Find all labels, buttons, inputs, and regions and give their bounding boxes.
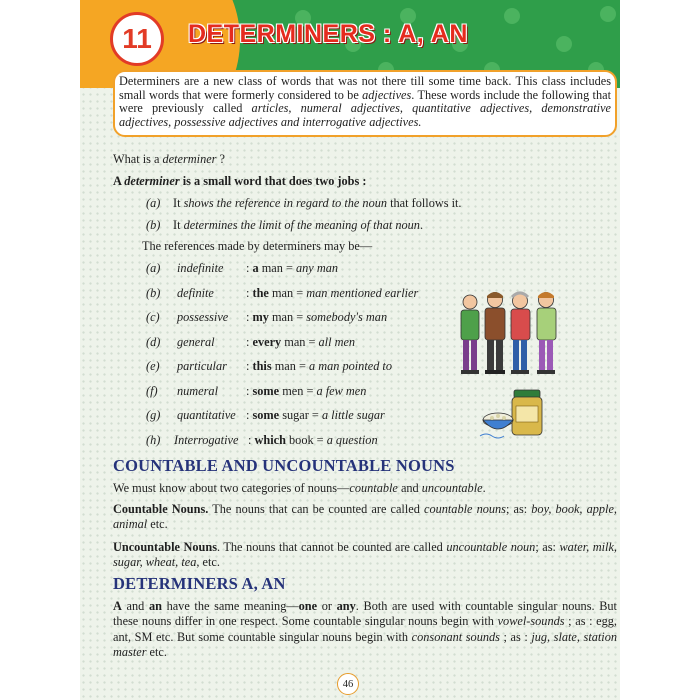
- reference-example: : which book = a question: [248, 432, 378, 447]
- chapter-title: DETERMINERS : A, AN: [188, 20, 468, 48]
- reference-type: quantitative: [177, 408, 236, 422]
- chapter-number-badge: 11: [110, 12, 164, 66]
- reference-marker: (e): [146, 359, 160, 373]
- reference-type: numeral: [177, 383, 218, 398]
- reference-example: : every man = all men: [246, 334, 356, 349]
- reference-example: : some sugar = a little sugar: [246, 408, 385, 422]
- reference-type: definite: [177, 285, 214, 300]
- references-intro: The references made by determiners may be—: [142, 239, 373, 253]
- job-item: (b) It determines the limit of the meaning of that noun.: [146, 218, 424, 232]
- countable-intro: We must know about two categories of nouns—countable and uncountable.: [113, 481, 486, 495]
- textbook-page: [80, 0, 620, 700]
- reference-example: : this man = a man pointed to: [246, 359, 392, 373]
- page-number: 46: [337, 673, 359, 695]
- section-heading-determiners: DETERMINERS A, AN: [113, 574, 286, 593]
- reference-example: : the man = man mentioned earlier: [246, 285, 419, 300]
- reference-marker: (g): [146, 408, 161, 422]
- reference-marker: (a): [146, 261, 161, 275]
- reference-marker: (d): [146, 334, 161, 349]
- reference-example: : my man = somebody's man: [246, 310, 388, 324]
- reference-type: general: [177, 334, 215, 349]
- reference-type: indefinite: [177, 261, 224, 275]
- countable-definition: Countable Nouns. The nouns that can be counted are called countable nouns; as: boy, book, apple, animal etc.: [113, 502, 617, 532]
- reference-type: particular: [177, 359, 227, 373]
- job-item: (a) It shows the reference in regard to the noun that follows it.: [146, 196, 462, 210]
- reference-example: : some men = a few men: [246, 383, 367, 398]
- uncountable-definition: Uncountable Nouns. The nouns that cannot be counted are called uncountable noun; as: water, milk, sugar, wheat, tea, etc.: [113, 540, 617, 570]
- reference-example: : a man = any man: [246, 261, 339, 275]
- reference-row: [113, 384, 533, 400]
- section-heading-countable: COUNTABLE AND UNCOUNTABLE NOUNS: [113, 456, 455, 475]
- reference-row: [113, 261, 533, 277]
- definition-line: A determiner is a small word that does two jobs :: [113, 174, 367, 188]
- determiners-a-an-paragraph: A and an have the same meaning—one or any. Both are used with countable singular nouns. But these nouns differ in one respect. Some countable singular nouns begin with vowel-sounds ; as : egg, ant, SM etc. But some countable singular nouns begin with consonant sounds ; as : jug, slate, station master etc.: [113, 599, 618, 659]
- reference-row: [113, 408, 533, 424]
- question-line: What is a determiner ?: [113, 152, 226, 166]
- reference-marker: (c): [146, 310, 160, 324]
- four-men-illustration: [456, 286, 566, 381]
- reference-type: possessive: [177, 310, 229, 324]
- reference-marker: (b): [146, 285, 161, 300]
- intro-box: Determiners are a new class of words that was not there till some time back. This class includes small words that were formerly considered to be adjectives. These words include the following that were previously called articles, numeral adjectives, quantitative adjectives, demonstrative adjectives, possessive adjectives and interrogative adjectives.: [113, 70, 617, 137]
- reference-marker: (f): [146, 383, 158, 398]
- reference-type: Interrogative: [174, 432, 239, 447]
- reference-row: [113, 433, 533, 449]
- reference-marker: (h): [146, 432, 161, 447]
- sugar-jar-and-bowl-illustration: [478, 386, 548, 442]
